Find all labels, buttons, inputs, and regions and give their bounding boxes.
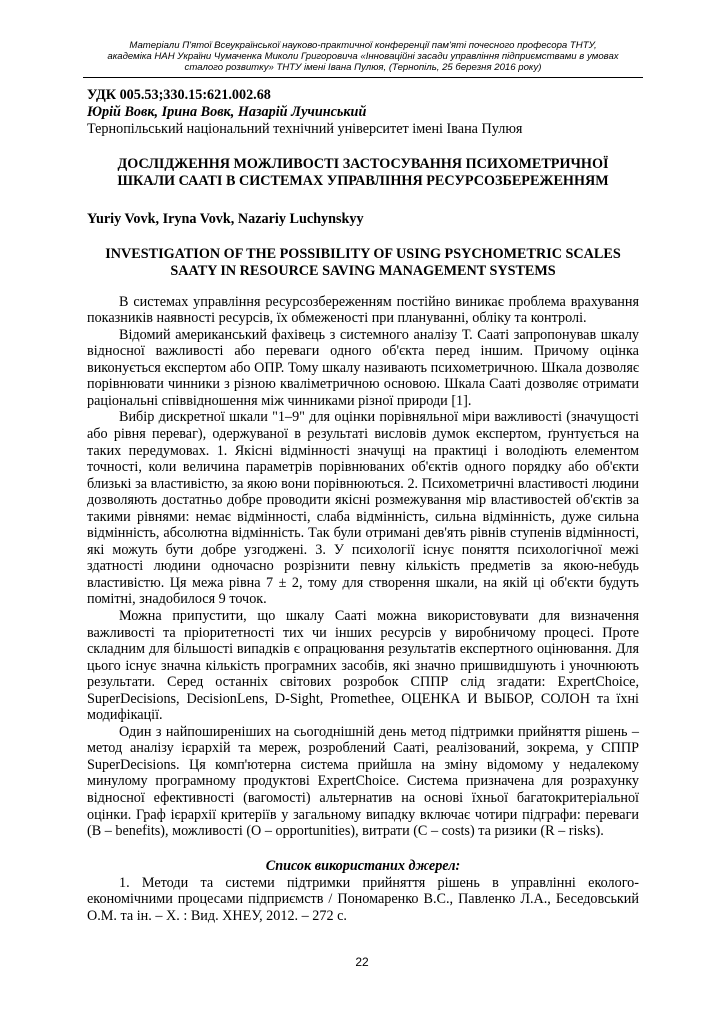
title-english: INVESTIGATION OF THE POSSIBILITY OF USING PSYCHOMETRIC SCALES SAATY IN RESOURCE SAVING MANAGEMENT SYSTEMS (105, 245, 621, 279)
paragraph: В системах управління ресурсозбереженням постійно виникає проблема врахування показників наявності ресурсів, їх обмеженості при плануванні, обліку та контролі. (87, 293, 639, 327)
reference-item: 1. Методи та системи підтримки прийняття рішень в управлінні еколого-економічними процесами підприємств / Пономаренко В.С., Павленко Л.А., Беседовський О.М. та ін. – Х. : Вид. ХНЕУ, 2012. – 272 с. (87, 874, 639, 924)
paragraph: Відомий американський фахівець з системного аналізу Т. Сааті запропонував шкалу відносної важливості або переваги одного об'єкта перед іншим. Причому оцінка виконується експертом або ОПР. Тому шкалу називають психометричною. Шкала дозволяє порівнювати чинники з різною кваліметричною основою. Шкала Сааті дозволяє отримати раціональні співвідношення між чинниками різної природи [1]. (87, 326, 639, 409)
authors-ukrainian: Юрій Вовк, Ірина Вовк, Назарій Лучинський (87, 103, 367, 120)
title-ukrainian: ДОСЛІДЖЕННЯ МОЖЛИВОСТІ ЗАСТОСУВАННЯ ПСИХОМЕТРИЧНОЇ ШКАЛИ СААТІ В СИСТЕМАХ УПРАВЛІННЯ РЕСУРСОЗБЕРЕЖЕННЯМ (117, 155, 609, 189)
udk-code: УДК 005.53;330.15:621.002.68 (87, 86, 271, 103)
paragraph: Можна припустити, що шкалу Сааті можна використовувати для визначення важливості та пріоритетності тих чи інших ресурсів у виробничому процесі. Проте складним для більшості випадків є опрацювання результатів експертного оцінювання. Для цього існує значна кількість програмних засобів, які значно пришвидшують і уночнюють результати. Серед останніх світових розробок СППР слід згадати: ExpertChoice, SuperDecisions, DecisionLens, D-Sight, Promethee, ОЦЕНКА И ВЫБОР, СОЛОН та їхні модифікації. (87, 608, 639, 724)
affiliation: Тернопільський національний технічний університет імені Івана Пулюя (87, 120, 523, 137)
paper-page (87, 40, 639, 924)
conference-header (83, 40, 643, 78)
authors-english: Yuriy Vovk, Iryna Vovk, Nazariy Luchynskyy (87, 210, 364, 227)
page-number: 22 (355, 955, 369, 969)
conference-header-line: академіка НАН України Чумаченка Миколи Григоровича «Інноваційні засади управління підприємствами в умовах (107, 51, 619, 63)
paragraph: Один з найпоширеніших на сьогоднішній день метод підтримки прийняття рішень – метод аналізу ієрархій та мереж, розроблений Сааті, реалізований, зокрема, у СППР SuperDecisions. Ця комп'ютерна система прийшла на зміну відомому у недалекому минулому програмному продуктові ExpertChoice. Система призначена для розрахунку відносної ефективності (вагомості) альтернатив на основі їхньої багатокритеріальної оцінки. Граф ієрархії критеріїв у загальному випадку включає чотири підграфи: переваги (B – benefits), можливості (O – opportunities), витрати (C – costs) та ризики (R – risks). (87, 723, 639, 840)
conference-header-line: Матеріали П'ятої Всеукраїнської науково-практичної конференції пам'яті почесного професора ТНТУ, (129, 40, 597, 51)
conference-header-line: сталого розвитку» ТНТУ імені Івана Пулюя, (Тернопіль, 25 березня 2016 року) (184, 62, 542, 74)
references-title: Список використаних джерел: (265, 857, 461, 874)
paragraph: Вибір дискретної шкали "1–9" для оцінки порівняльної міри важливості (значущості або рівня переваг), одержуваної в результаті висловів думок експертом, ґрунтується на таких передумовах. 1. Якісні відмінності значущі на практиці і володіють елементом точності, коли величина параметрів порівнюваних об'єктів одного порядку або об'єкти близькі за властивістю, за якою вони порівнюються. 2. Психометричні властивості людини дозволяють достатньо добре проводити якісні розмежування мір властивостей об'єктів за такими рівнями: немає відмінності, слаба відмінність, сильна відмінність, дуже сильна відмінність, абсолютна відмінність. Так були отримані дев'ять рівнів ступенів відмінності, які можуть бути добре узгоджені. 3. У психології існує поняття психологічної межі здатності людини одночасно розрізнити певну кількість предметів за якою-небудь властивістю. Ця межа рівна 7 ± 2, тому для створення шкали, на якій ці об'єкти будуть помітні, знадобилося 9 точок. (87, 409, 639, 608)
body-text (87, 294, 639, 840)
references-list (87, 875, 639, 925)
